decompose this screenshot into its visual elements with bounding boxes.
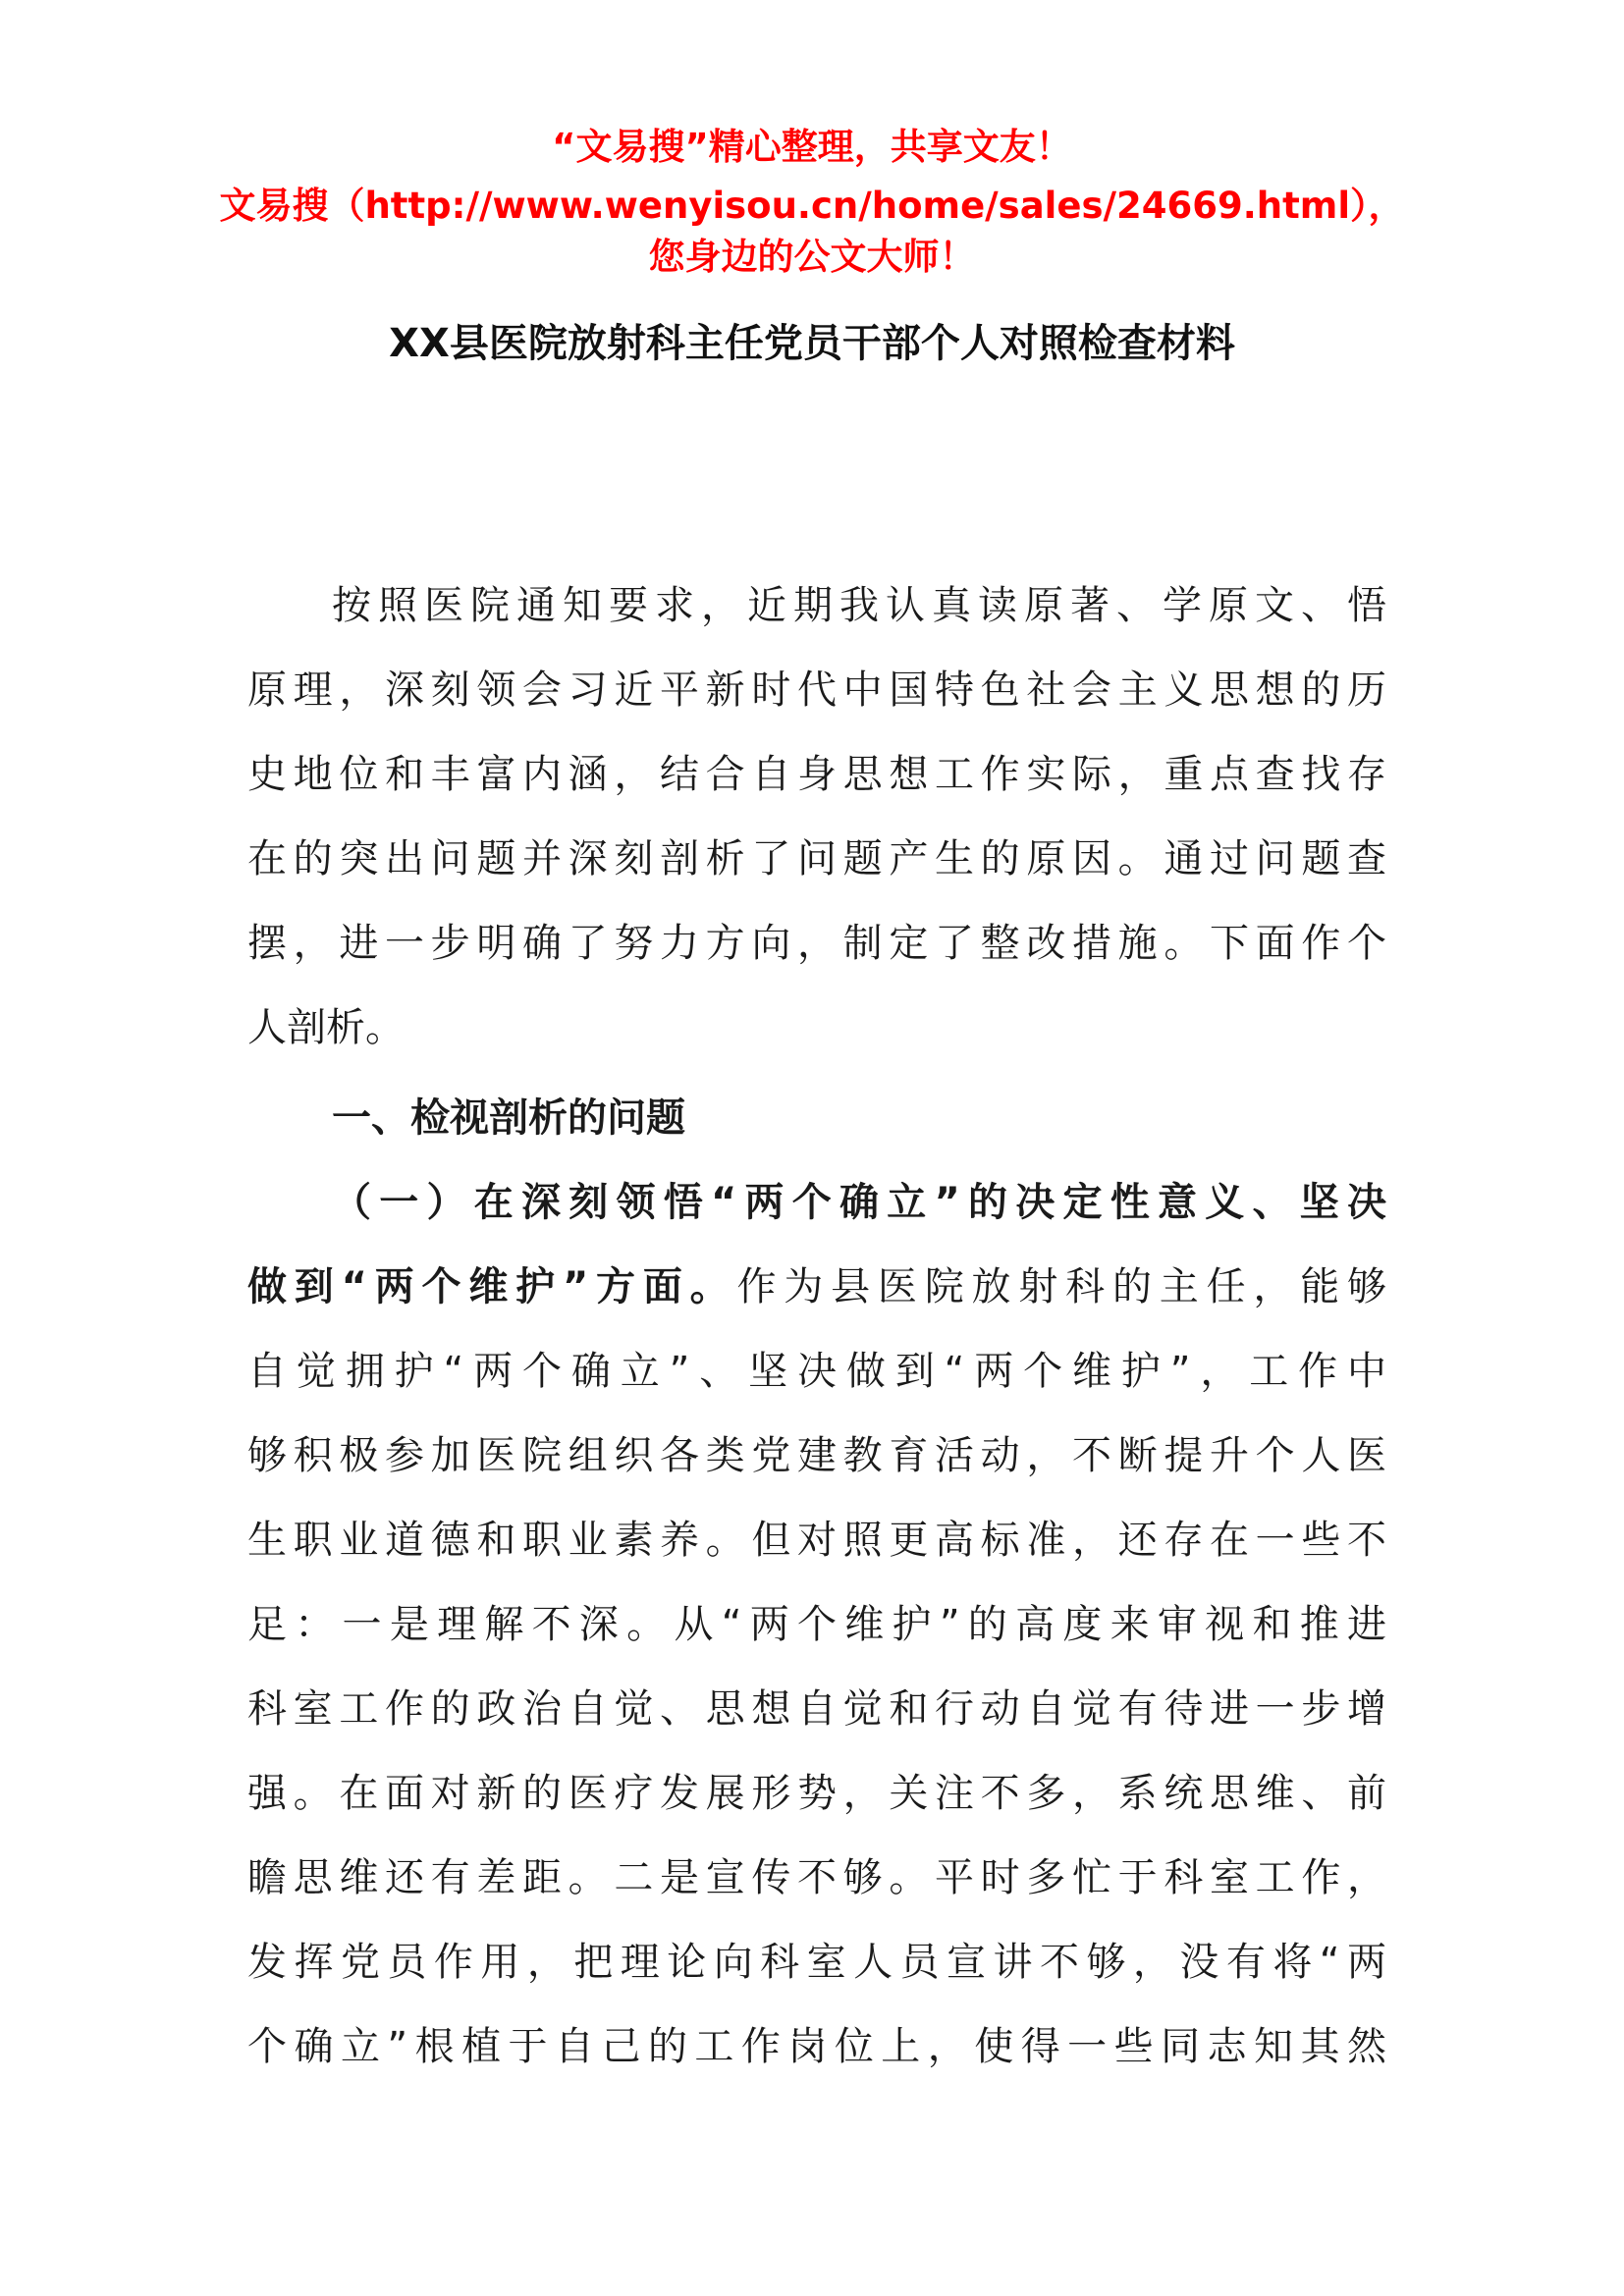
paragraph-line: 够积极参加医院组织各类党建教育活动，不断提升个人医 [247,1433,1386,1478]
intro-paragraph [247,563,1386,1070]
document-title: XX县医院放射科主任党员干部个人对照检查材料 [389,321,1235,366]
paragraph-line: 在的突出问题并深刻剖析了问题产生的原因。通过问题查 [247,836,1386,881]
subsection-heading-cont: 做到“两个维护”方面。 [247,1264,737,1309]
paragraph-line: 原理，深刻领会习近平新时代中国特色社会主义思想的历 [247,667,1386,713]
paragraph-line [247,1245,1386,1329]
promo-line-1: “文易搜”精心整理，共享文友！ [552,126,1072,168]
paragraph-line: 生职业道德和职业素养。但对照更高标准，还存在一些不 [247,1518,1386,1563]
paragraph-line: 科室工作的政治自觉、思想自觉和行动自觉有待进一步增 [247,1686,1386,1732]
promo-line-3: 您身边的公文大师！ [648,236,976,278]
paragraph-line: 自觉拥护“两个确立”、坚决做到“两个维护”，工作中 [247,1349,1386,1394]
paragraph-line: 个确立”根植于自己的工作岗位上，使得一些同志知其然 [247,2024,1386,2069]
paragraph-text: 作为县医院放射科的主任，能够 [736,1264,1387,1309]
paragraph-line: 史地位和丰富内涵，结合自身思想工作实际，重点查找存 [247,752,1386,797]
paragraph-line: 人剖析。 [247,1005,405,1050]
paragraph-line: 瞻思维还有差距。二是宣传不够。平时多忙于科室工作， [247,1855,1386,1900]
paragraph-line: 足：一是理解不深。从“两个维护”的高度来审视和推进 [247,1602,1386,1647]
subsection-heading: （一）在深刻领悟“两个确立”的决定性意义、坚决 [332,1180,1386,1225]
paragraph-line: 发挥党员作用，把理论向科室人员宣讲不够，没有将“两 [247,1940,1386,1985]
subsection-paragraph [247,1160,1386,2089]
promo-line-2: 文易搜（http://www.wenyisou.cn/home/sales/24669.html）， [219,185,1405,227]
paragraph-line: 摆，进一步明确了努力方向，制定了整改措施。下面作个 [247,921,1386,966]
paragraph-line: 强。在面对新的医疗发展形势，关注不多，系统思维、前 [247,1771,1386,1816]
paragraph-line: 按照医院通知要求，近期我认真读原著、学原文、悟 [332,583,1386,628]
section-heading: 一、检视剖析的问题 [332,1095,685,1141]
